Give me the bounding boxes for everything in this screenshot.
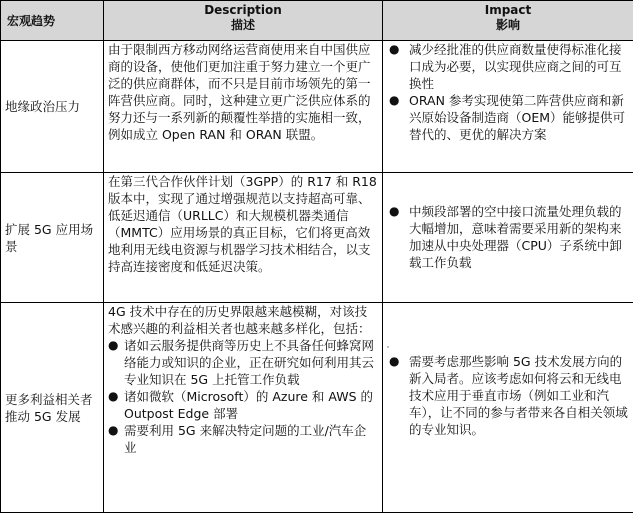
header-description-zh: 描述 xyxy=(108,18,378,33)
list-item: ● 诸如微软（Microsoft）的 Azure 和 AWS 的 Outpost Edge 部署 xyxy=(108,388,378,422)
bullet-icon: ● xyxy=(389,353,399,370)
header-impact-zh: 影响 xyxy=(387,18,629,33)
row-description-stakeholders xyxy=(104,303,383,513)
header-macro-trend: 宏观趋势 xyxy=(1,1,104,41)
header-impact-en: Impact xyxy=(387,3,629,18)
bullet-icon: ● xyxy=(108,337,118,354)
list-item: ● 需要考虑那些影响 5G 技术发展方向的新入局者。应该考虑如何将云和无线电技术应用于垂直市场（例如工业和汽车），让不同的参与者带来各自相关领域的专业知识。 xyxy=(387,353,629,438)
header-description xyxy=(104,1,383,41)
row-label-geopolitical: 地缘政治压力 xyxy=(1,41,104,173)
row-description-5g-scenarios: 在第三代合作伙伴计划（3GPP）的 R17 和 R18 版本中，实现了通过增强规范以支持超高可靠、低延迟通信（URLLC）和大规模机器类通信（MMTC）应用场景的真正目标，它们将更高效地利用无线电资源与机器学习技术相结合，以支持高连接密度和低延迟决策。 xyxy=(104,173,383,303)
table-row xyxy=(1,303,633,513)
bullet-icon: ● xyxy=(389,92,399,109)
table-row xyxy=(1,41,633,173)
row-label-stakeholders: 更多利益相关者推动 5G 发展 xyxy=(1,303,104,513)
row-label-5g-scenarios: 扩展 5G 应用场景 xyxy=(1,173,104,303)
bullet-icon: ● xyxy=(108,388,118,405)
list-item: ● 需要利用 5G 来解决特定问题的工业/汽车企业 xyxy=(108,422,378,456)
list-item: ● 诸如云服务提供商等历史上不具备任何蜂窝网络能力或知识的企业，正在研究如何利用其云专业知识在 5G 上托管工作负载 xyxy=(108,337,378,388)
table-row xyxy=(1,173,633,303)
row-description-geopolitical: 由于限制西方移动网络运营商使用来自中国供应商的设备，使他们更加注重于努力建立一个更广泛的供应商群体，而不只是目前市场领先的第一阵营供应商。同时，这种建立更广泛供应体系的努力还与一系列新的颠覆性举措的实施相一致，例如成立 Open RAN 和 ORAN 联盟。 xyxy=(104,41,383,173)
bullet-icon: ● xyxy=(108,422,118,439)
row-impact-5g-scenarios xyxy=(383,173,633,303)
header-impact xyxy=(383,1,633,41)
list-item: ● 中频段部署的空中接口流量处理负载的大幅增加，意味着需要采用新的架构来加速从中央处理器（CPU）子系统中卸载工作负载 xyxy=(387,203,629,271)
row-impact-stakeholders xyxy=(383,303,633,513)
list-item: ● ORAN 参考实现使第二阵营供应商和新兴原始设备制造商（OEM）能够提供可替代的、更优的解决方案 xyxy=(387,92,629,143)
bullet-icon: ● xyxy=(389,41,399,58)
row-impact-geopolitical xyxy=(383,41,633,173)
bullet-icon: ● xyxy=(389,203,399,220)
header-description-en: Description xyxy=(108,3,378,18)
stray-mark: ' xyxy=(387,345,629,353)
description-intro: 4G 技术中存在的历史界限越来越模糊，对该技术感兴趣的利益相关者也越来越多样化，包括： xyxy=(108,303,378,337)
table-header-row xyxy=(1,1,633,41)
list-item: ● 减少经批准的供应商数量使得标准化接口成为必要，以实现供应商之间的可互换性 xyxy=(387,41,629,92)
